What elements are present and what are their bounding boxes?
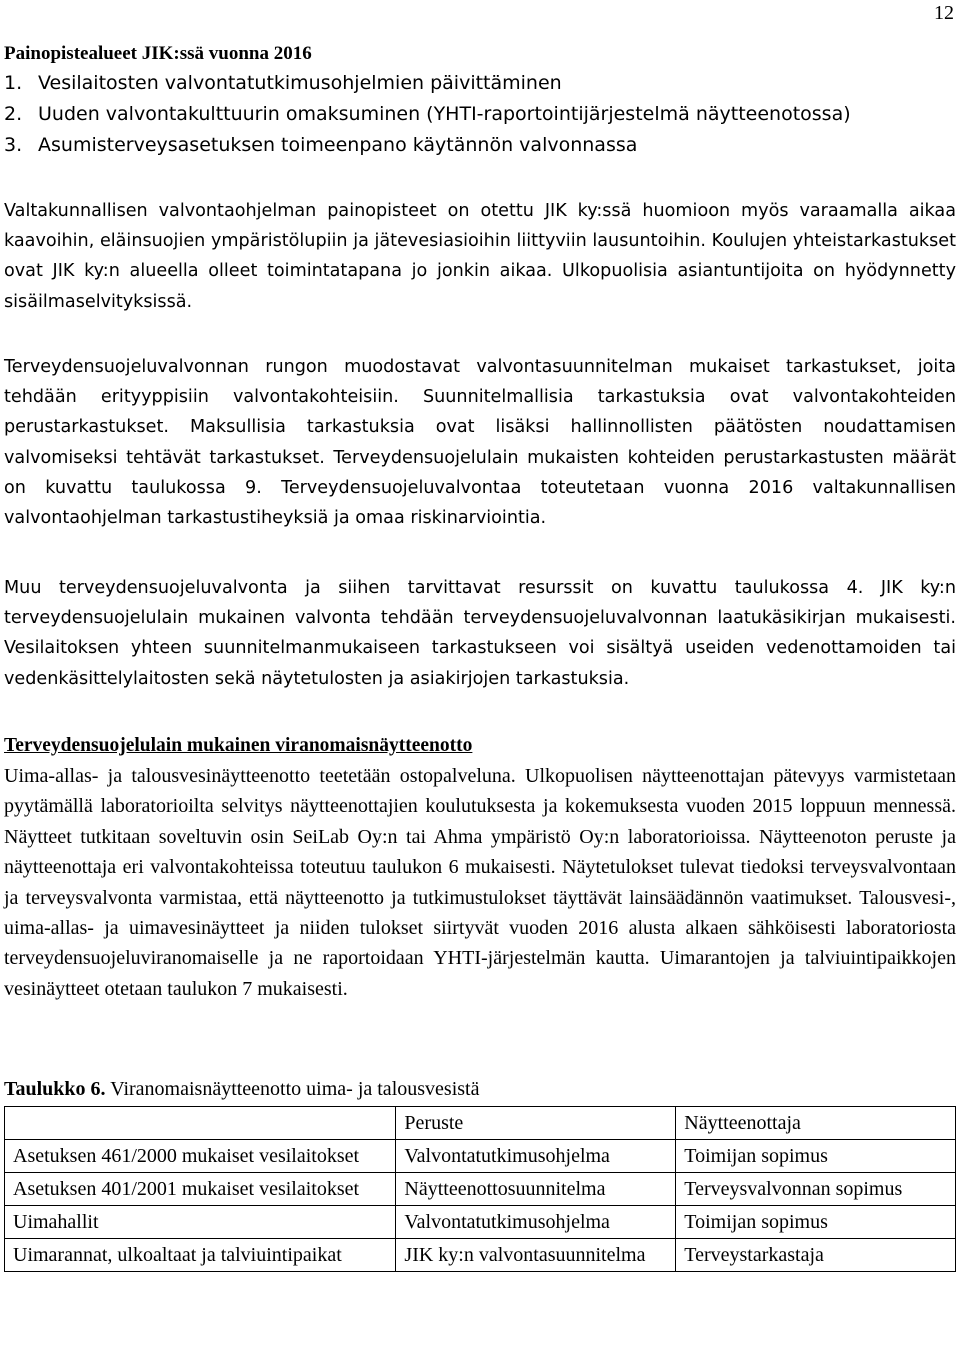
table-cell: Valvontatutkimusohjelma [396,1206,676,1239]
list-item: 3. Asumisterveysasetuksen toimeenpano käytännön valvonnassa [4,134,638,156]
list-item: 2. Uuden valvontakulttuurin omaksuminen (YHTI-raportointijärjestelmä näytteenotossa) [4,103,851,125]
focus-heading: Painopistealueet JIK:ssä vuonna 2016 [4,43,312,64]
paragraph-text: Valtakunnallisen valvontaohjelman painopisteet on otettu JIK ky:ssä huomioon myös varaamalla aikaa kaavoihin, eläinsuojien ympäristölupiin ja jätevesiasioihin liittyviin lausuntoihin. Koulujen yhteistarkastukset ovat JIK ky:n alueella olleet toimintatapana jo jonkin aikaa. Ulkopuolisia asiantuntijoita on hyödynnetty sisäilmaselvityksissä. [4,201,956,312]
table-cell: Asetuksen 461/2000 mukaiset vesilaitokset [5,1140,396,1173]
list-item: 1. Vesilaitosten valvontatutkimusohjelmien päivittäminen [4,72,562,94]
paragraph-1 [4,196,956,317]
table-header-cell: Peruste [396,1107,676,1140]
sampling-table [4,1106,956,1272]
sampling-heading: Terveydensuojelulain mukainen viranomaisnäytteenotto [4,735,473,756]
paragraph-2 [4,352,956,533]
sampling-section [4,731,956,1004]
table-cell: Uimahallit [5,1206,396,1239]
paragraph-3 [4,573,956,694]
focus-section [4,40,956,161]
table-cell: Valvontatutkimusohjelma [396,1140,676,1173]
table-cell: Uimarannat, ulkoaltaat ja talviuintipaikat [5,1239,396,1272]
paragraph-text: Muu terveydensuojeluvalvonta ja siihen tarvittavat resurssit on kuvattu taulukossa 4. JIK ky:n terveydensuojelulain mukainen valvonta tehdään terveydensuojeluvalvonnan laatukäsikirjan mukaisesti. Vesilaitoksen yhteen suunnitelmanmukaiseen tarkastukseen voi sisältyä useiden vedenottamoiden tai vedenkäsittelylaitosten sekä näytetulosten ja asiakirjojen tarkastuksia. [4,578,956,689]
table-header-row [5,1107,956,1140]
paragraph-text: Terveydensuojeluvalvonnan rungon muodostavat valvontasuunnitelman mukaiset tarkastukset, joita tehdään erityyppisiin valvontakohteisiin. Suunnitelmallisia tarkastuksia ovat valvontakohteiden perustarkastukset. Maksullisia tarkastuksia ovat lisäksi hallinnollisten päätösten noudattamisen valvomiseksi tehtävät tarkastukset. Terveydensuojelulain mukaisten kohteiden perustarkastusten määrät on kuvattu taulukossa 9. Terveydensuojeluvalvontaa toteutetaan vuonna 2016 valtakunnallisen valvontaohjelman tarkastustiheyksiä ja omaa riskinarviointia. [4,357,956,529]
table-cell: Toimijan sopimus [676,1140,956,1173]
table-row [5,1239,956,1272]
table-cell: Näytteenottosuunnitelma [396,1173,676,1206]
table-cell: Asetuksen 401/2001 mukaiset vesilaitokset [5,1173,396,1206]
table-header-cell: Näytteenottaja [676,1107,956,1140]
table-cell: Terveystarkastaja [676,1239,956,1272]
page-number: 12 [934,2,954,24]
table-header-cell [5,1107,396,1140]
table-cell: Toimijan sopimus [676,1206,956,1239]
table-cell: Terveysvalvonnan sopimus [676,1173,956,1206]
table-row [5,1206,956,1239]
sampling-text: Uima-allas- ja talousvesinäytteenotto teetetään ostopalveluna. Ulkopuolisen näytteenottajan pätevyys varmistetaan pyytämällä laboratorioilta selvitys näytteenottajien koulutuksesta ja kokemuksesta vuoden 2015 loppuun mennessä. Näytteet tutkitaan soveltuvin osin SeiLab Oy:n tai Ahma ympäristö Oy:n laboratorioissa. Näytteenoton peruste ja näytteenottaja eri valvontakohteissa toteutuu taulukon 6 mukaisesti. Näytetulokset tulevat tiedoksi terveysvalvontaan ja terveysvalvonta varmistaa, että näytteenotto ja tutkimustulokset täyttävät lainsäädännön vaatimukset. Talousvesi-, uima-allas- ja uimavesinäytteet ja niiden tulokset siirtyvät vuoden 2016 alusta alkaen sähköisesti laboratoriosta terveydensuojeluviranomaiselle ja ne raportoidaan YHTI-järjestelmän kautta. Uimarantojen ja talviuintipaikkojen vesinäytteet otetaan taulukon 7 mukaisesti. [4,765,956,1000]
table-row [5,1173,956,1206]
table-caption [4,1075,479,1103]
table-caption-text: Viranomaisnäytteenotto uima- ja talousvesistä [110,1078,480,1100]
table-caption-label: Taulukko 6. [4,1078,106,1100]
table-cell: JIK ky:n valvontasuunnitelma [396,1239,676,1272]
table-row [5,1140,956,1173]
focus-list [4,68,956,161]
